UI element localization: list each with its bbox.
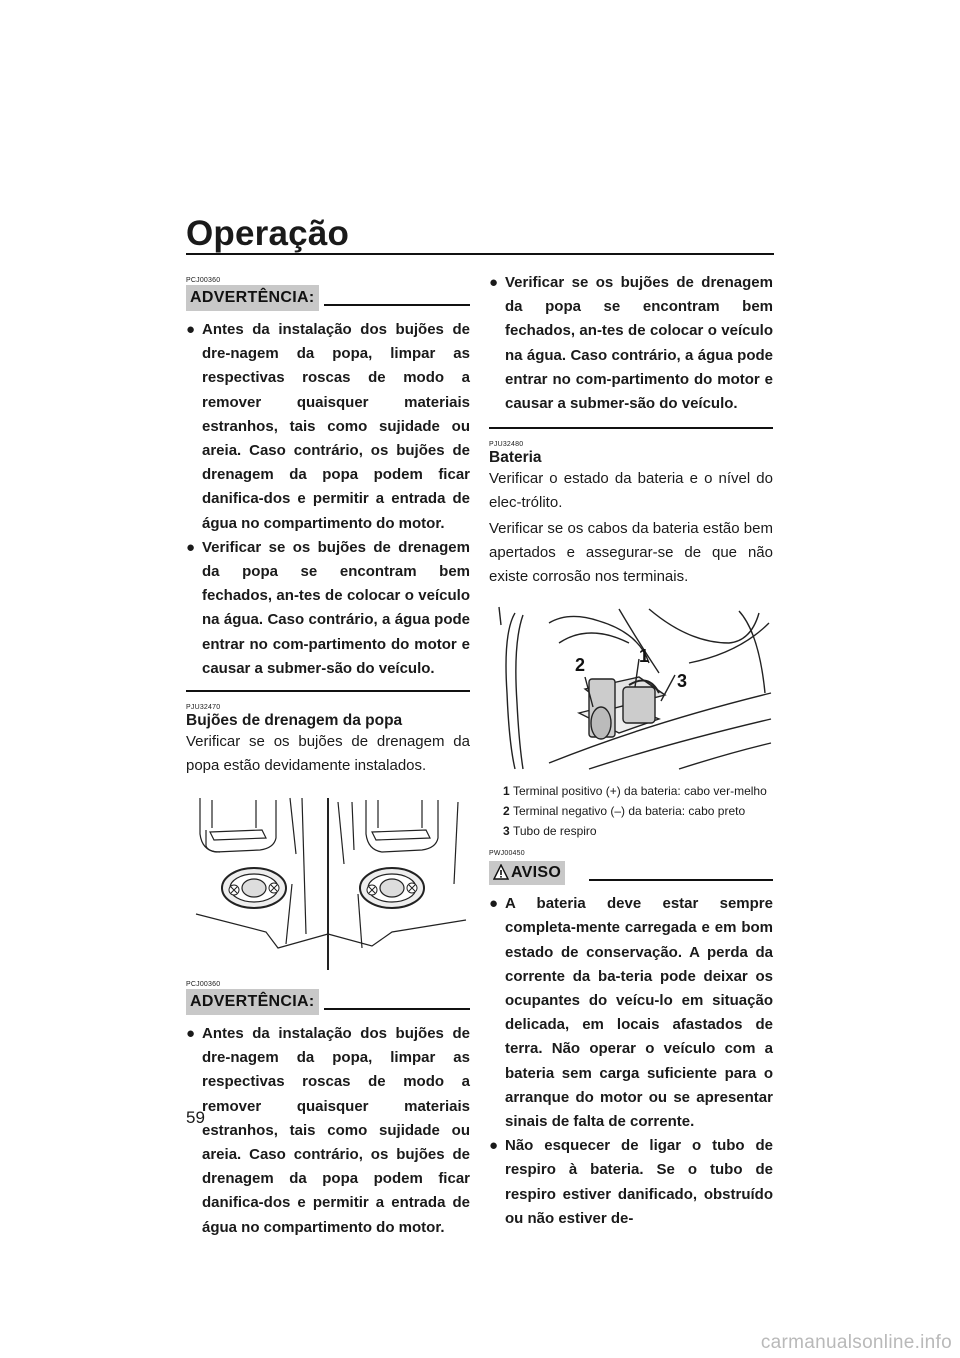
aviso-header [489,861,773,885]
right-column [489,271,773,1231]
aviso-code: PWJ00450 [489,850,525,858]
aviso-item: ● A bateria deve estar sempre completa-mente carregada e em bom estado de conservação. A perda da corrente da ba-teria pode deixar os ocupantes do veícu-lo em situação delicada, em locais afastados de terra. Não operar o veículo com a bateria sem carga suficiente para o arranque do motor ou se apresentar sinais de falta de corrente. [489,892,773,1134]
aviso-item: ● Não esquecer de ligar o tubo de respiro à bateria. Se o tubo de respiro estiver danificado, obstruído ou não estiver de- [489,1134,773,1231]
aviso-rule [589,879,773,881]
bullet-icon: ● [489,895,499,913]
warning-list [489,271,773,416]
warning-code: PCJ00360 [186,981,221,989]
section-code: PJU32480 [489,441,524,449]
bullet-icon: ● [489,274,499,291]
warning-item: ● Verificar se os bujões de drenagem da popa se encontram bem fechados, an-tes de colocar o veículo na água. Caso contrário, a água pode entrar no com-partimento do motor e causar a submer-são do veículo. [489,271,773,416]
bullet-icon: ● [186,538,196,556]
warning-item: ● Verificar se os bujões de drenagem da popa se encontram bem fechados, an-tes de colocar o veículo na água. Caso contrário, a água pode entrar no com-partimento do motor e causar a submer-são do veículo. [186,536,470,681]
warning-triangle-icon [493,864,509,880]
warning-end-rule [489,427,773,429]
callout-2: 2 [575,655,586,676]
aviso-badge: AVISO [489,861,565,885]
drain-plug-left [222,868,286,908]
drain-plug-right [360,868,424,908]
warning-badge: ADVERTÊNCIA: [186,989,319,1015]
left-column [186,276,470,1240]
caption-item: 1 Terminal positivo (+) da bateria: cabo ver-melho [503,784,767,799]
battery-illustration [489,603,773,775]
section-title: Bujões de drenagem da popa [186,712,403,730]
warning-item: ● Antes da instalação dos bujões de dre-nagem da popa, limpar as respectivas roscas de modo a remover quaisquer materiais estranhos, tais como sujidade ou areia. Caso contrário, os bujões de drenagem da popa podem ficar danifica-dos e permitir a entrada de água no compartimento do motor. [186,318,470,536]
warning-code: PCJ00360 [186,277,221,284]
warning-end-rule [186,690,470,692]
warning-rule [324,304,470,306]
callout-3: 3 [677,671,688,692]
section-paragraph: Verificar se os cabos da bateria estão bem apertados e assegurar-se de que não existe corrosão nos terminais. [489,520,773,586]
section-text: Verificar se os bujões de drenagem da popa estão devidamente instalados. [186,733,470,775]
callout-1: 1 [639,646,650,667]
section-code: PJU32470 [186,704,221,712]
warning-item: ● Antes da instalação dos bujões de dre-nagem da popa, limpar as respectivas roscas de modo a remover quaisquer materiais estranhos, tais como sujidade ou areia. Caso contrário, os bujões de drenagem da popa podem ficar danifica-dos e permitir a entrada de água no compartimento do motor. [186,1022,470,1240]
aviso-list [489,892,773,1231]
warning-badge: ADVERTÊNCIA: [186,285,319,311]
warning-rule [324,1008,470,1010]
header-rule [186,253,774,255]
watermark: carmanualsonline.info [760,1332,952,1353]
bullet-icon: ● [489,1137,499,1155]
caption-item: 2 Terminal negativo (–) da bateria: cabo preto [503,804,746,819]
drain-plugs-illustration [186,794,470,972]
bullet-icon: ● [186,1025,196,1043]
page-title: Operação [186,214,350,253]
warning-header [186,989,470,1015]
caption-item: 3 Tubo de respiro [503,824,597,839]
section-paragraph: Verificar o estado da bateria e o nível do elec-trólito. [489,470,773,512]
warning-list [186,1022,470,1240]
warning-header [186,285,470,311]
warning-list [186,318,470,681]
section-title: Bateria [489,449,542,467]
page-number: 59 [186,1108,205,1127]
bullet-icon: ● [186,321,196,338]
figure-captions [489,784,773,839]
